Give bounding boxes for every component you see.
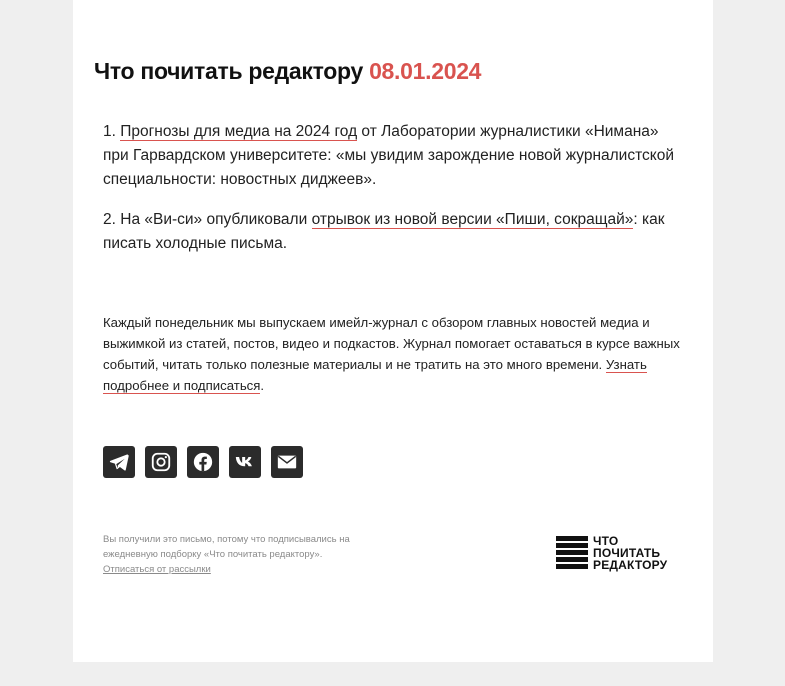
- unsubscribe-link[interactable]: Отписаться от рассылки: [103, 564, 211, 575]
- news-text: от Лаборатории журналистики «Нимана» при Гарвардском университете: «мы увидим зарождение новой журналистской специальности: новостных диджеев».: [103, 123, 674, 188]
- email-card: [73, 0, 713, 662]
- instagram-button[interactable]: [145, 446, 177, 478]
- title-text: Что почитать редактору: [94, 58, 363, 84]
- news-number: 1.: [103, 123, 116, 140]
- about-after: .: [260, 378, 265, 393]
- logo-bars-icon: [556, 536, 588, 571]
- news-number: 2.: [103, 211, 116, 228]
- news-item: [103, 120, 683, 192]
- logo-text: [593, 535, 667, 571]
- footer-note-text: Вы получили это письмо, потому что подписывались на ежедневную подборку «Что почитать редактору».: [103, 534, 350, 560]
- issue-date: 08.01.2024: [369, 58, 482, 84]
- social-links: [103, 446, 303, 478]
- facebook-icon: [192, 451, 214, 473]
- news-item: [103, 208, 683, 256]
- vk-button[interactable]: [229, 446, 261, 478]
- news-list: [103, 120, 683, 272]
- vk-icon: [234, 451, 256, 473]
- logo-line: ЧТО: [593, 534, 619, 548]
- email-button[interactable]: [271, 446, 303, 478]
- telegram-button[interactable]: [103, 446, 135, 478]
- brand-logo[interactable]: [556, 536, 686, 572]
- about-text: Каждый понедельник мы выпускаем имейл-журнал с обзором главных новостей медиа и выжимкой из статей, постов, видео и подкастов. Журнал помогает оставаться в курсе важных событий, читать только полезные материалы и не тратить на это много времени.: [103, 315, 680, 372]
- subscribe-link[interactable]: Узнать подробнее и подписаться: [103, 357, 647, 393]
- logo-line: ПОЧИТАТЬ: [593, 546, 661, 560]
- telegram-icon: [108, 451, 130, 473]
- news-text: : как писать холодные письма.: [103, 211, 665, 252]
- facebook-button[interactable]: [187, 446, 219, 478]
- instagram-icon: [150, 451, 172, 473]
- footer-note: [103, 532, 383, 577]
- news-link[interactable]: Прогнозы для медиа на 2024 год: [120, 123, 358, 140]
- about-paragraph: [103, 312, 693, 396]
- page-title: [94, 58, 481, 85]
- news-text: На «Ви-си» опубликовали: [115, 211, 312, 228]
- email-icon: [276, 451, 298, 473]
- news-link[interactable]: отрывок из новой версии «Пиши, сокращай»: [311, 211, 634, 228]
- logo-line: РЕДАКТОРУ: [593, 558, 668, 572]
